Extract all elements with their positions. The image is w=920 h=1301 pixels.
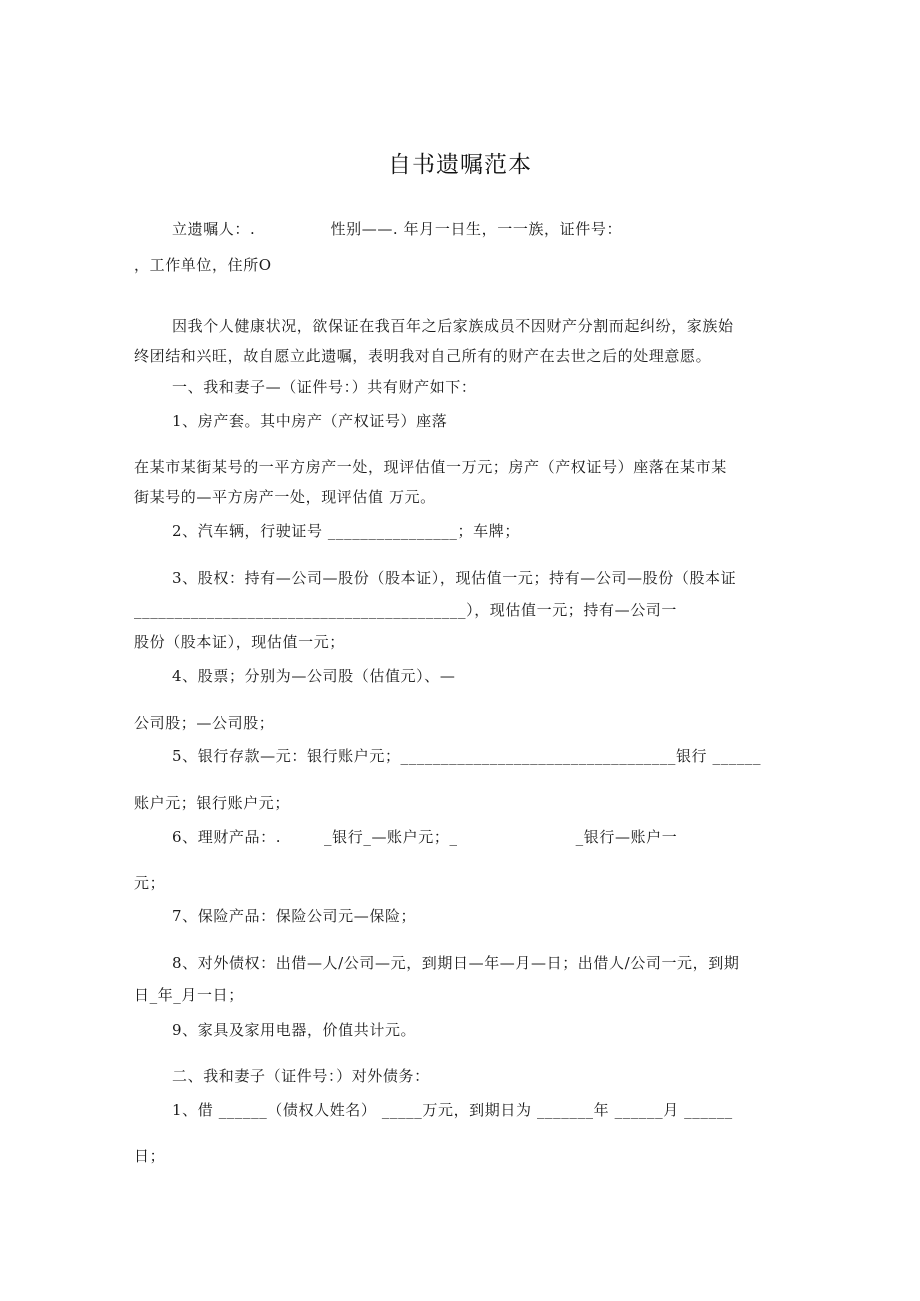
text-line-10: 3、股权：持有—公司—股份（股本证），现估值一元；持有—公司—股份（股本证 — [172, 569, 737, 587]
text-line-14: 公司股；—公司股； — [134, 714, 275, 732]
text-line-5: 一、我和妻子—（证件号：）共有财产如下： — [172, 378, 477, 396]
text-line-20: 8、对外债权：出借—人/公司—元，到期日—年—月—日；出借人/公司一元，到期 — [172, 954, 740, 972]
text-line-24: 1、借 ______（债权人姓名） _____万元，到期日为 _______年 ______月 ______ — [172, 1101, 733, 1119]
text-line-2: ，工作单位，住所O — [134, 256, 272, 274]
text-line-17: 6、理财产品：. _银行_—账户元；_ _银行—账户一 — [172, 828, 678, 846]
text-line-25: 日； — [134, 1147, 166, 1165]
text-line-4: 终团结和兴旺，故自愿立此遗嘱，表明我对自己所有的财产在去世之后的处理意愿。 — [134, 347, 712, 365]
text-line-22: 9、家具及家用电器，价值共计元。 — [172, 1021, 417, 1039]
text-line-15: 5、银行存款—元：银行账户元；__________________________________银行 ______ — [172, 747, 762, 765]
text-line-9: 2、汽车辆，行驶证号 ________________；车牌； — [172, 522, 520, 540]
text-line-7: 在某市某街某号的一平方房产一处，现评估值一万元；房产（产权证号）座落在某市某 — [134, 458, 727, 476]
text-line-23: 二、我和妻子（证件号：）对外债务： — [172, 1067, 430, 1085]
text-line-6: 1、房产套。其中房产（产权证号）座落 — [172, 412, 448, 430]
text-line-8: 街某号的—平方房产一处，现评估值 万元。 — [134, 488, 436, 506]
text-line-21: 日_年_月一日； — [134, 986, 244, 1004]
text-line-11: _________________________________________），现估值一元；持有—公司一 — [134, 601, 678, 619]
text-line-3: 因我个人健康状况，欲保证在我百年之后家族成员不因财产分割而起纠纷，家族始 — [172, 317, 734, 335]
text-line-12: 股份（股本证），现估值一元； — [134, 633, 345, 651]
text-line-13: 4、股票；分别为—公司股（估值元）、— — [172, 667, 456, 685]
page-title: 自书遗嘱范本 — [388, 152, 532, 178]
text-line-1: 立遗嘱人：. 性别——. 年月一日生，一一族，证件号： — [172, 220, 623, 238]
text-line-19: 7、保险产品：保险公司元—保险； — [172, 907, 417, 925]
text-line-18: 元； — [134, 874, 166, 892]
text-line-16: 账户元；银行账户元； — [134, 794, 291, 812]
